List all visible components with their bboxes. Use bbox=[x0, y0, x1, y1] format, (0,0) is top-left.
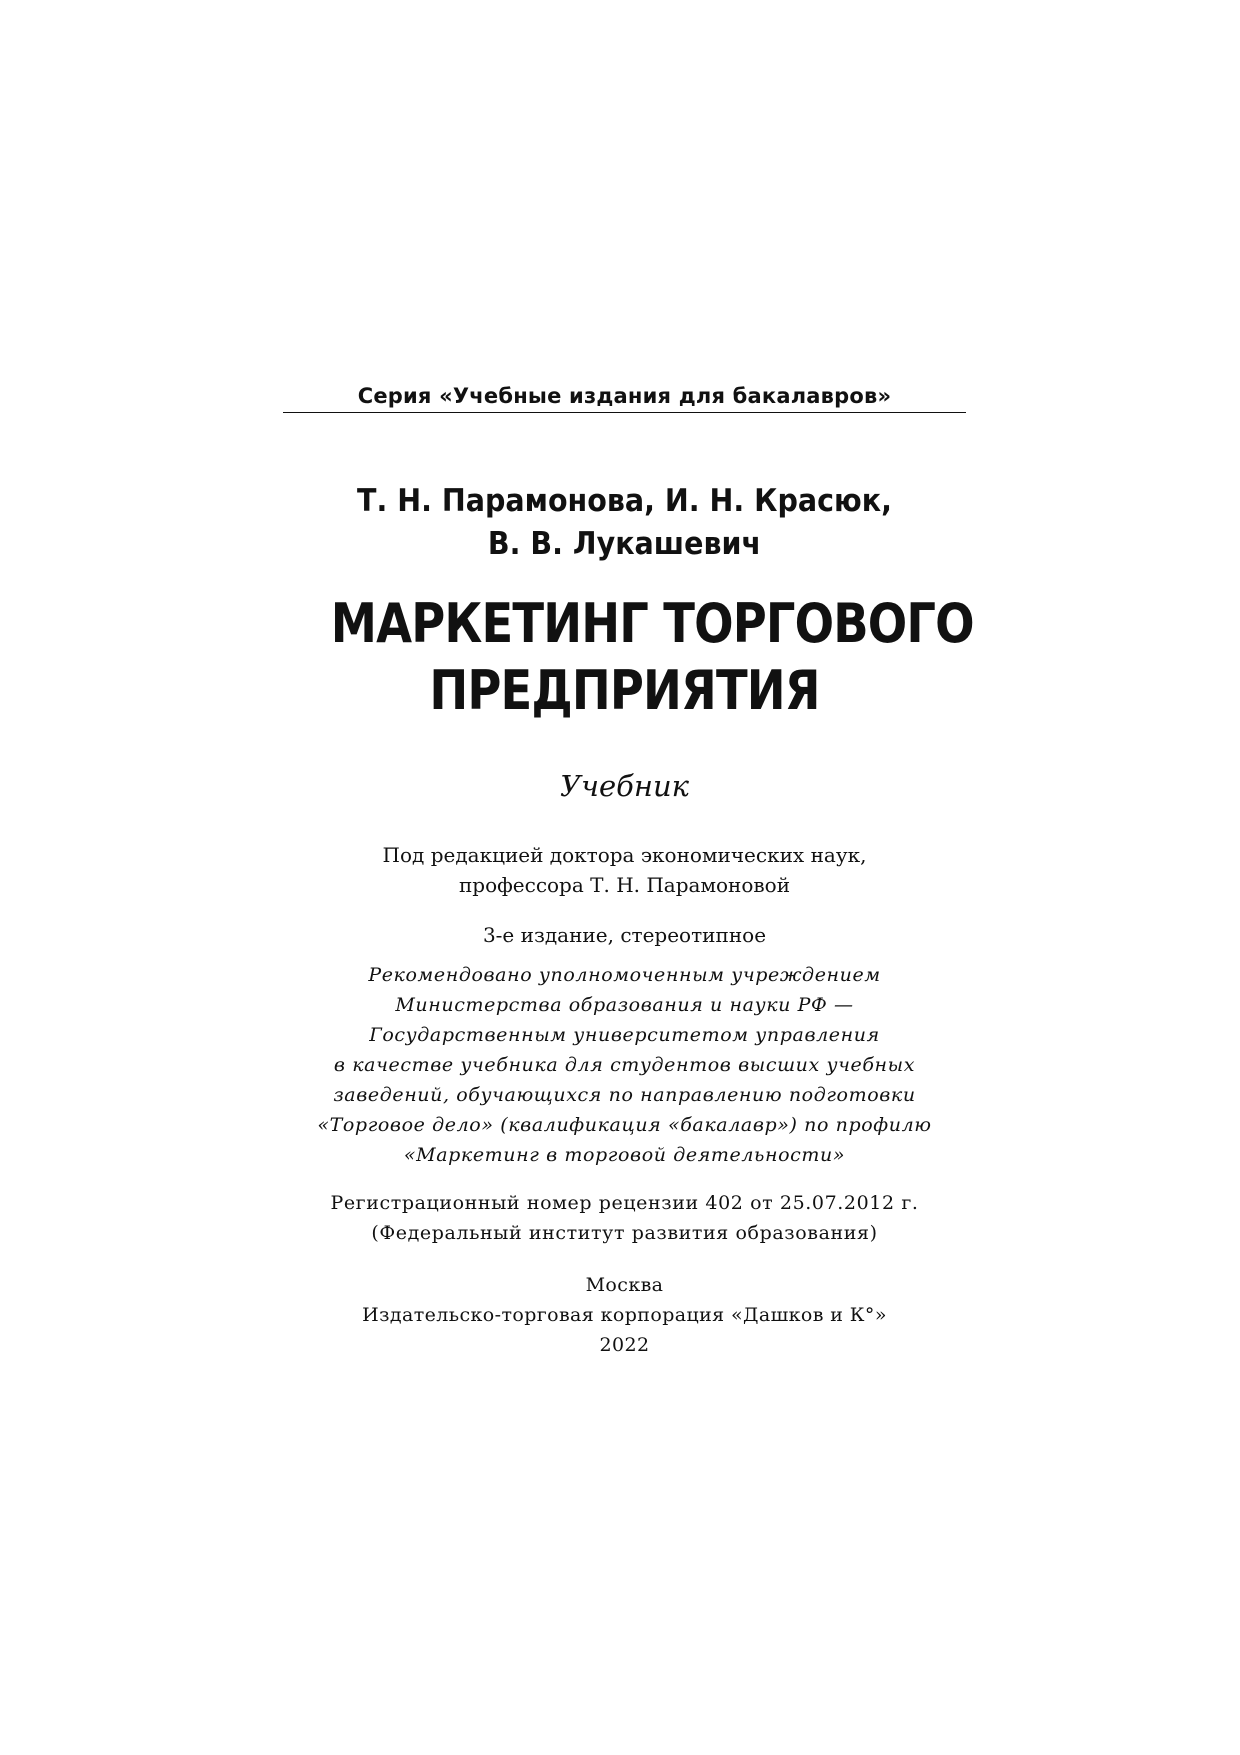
series-divider bbox=[283, 412, 966, 413]
recommendation-line: Министерства образования и науки РФ — bbox=[395, 994, 854, 1016]
registration-line-2: (Федеральный институт развития образования) bbox=[371, 1222, 878, 1244]
editor-line-1: Под редакцией доктора экономических наук, bbox=[382, 843, 867, 867]
editor-line-2: профессора Т. Н. Парамоновой bbox=[458, 873, 791, 897]
imprint-year: 2022 bbox=[599, 1334, 650, 1356]
authors bbox=[310, 480, 938, 566]
authors-line-1: Т. Н. Парамонова, И. Н. Красюк, bbox=[357, 483, 892, 519]
registration-note bbox=[283, 1188, 966, 1248]
registration-line-1: Регистрационный номер рецензии 402 от 25.07.2012 г. bbox=[330, 1192, 919, 1214]
recommendation-line: Государственным университетом управления bbox=[369, 1024, 880, 1046]
recommendation-line: «Маркетинг в торговой деятельности» bbox=[403, 1144, 846, 1166]
edition-note: 3-е издание, стереотипное bbox=[482, 923, 767, 947]
series-name: Серия «Учебные издания для бакалавров» bbox=[357, 384, 892, 408]
recommendation-line: Рекомендовано уполномоченным учреждением bbox=[368, 964, 881, 986]
recommendation-line: заведений, обучающихся по направлению подготовки bbox=[333, 1084, 916, 1106]
recommendation-line: в качестве учебника для студентов высших учебных bbox=[333, 1054, 916, 1076]
book-title-line-1: МАРКЕТИНГ ТОРГОВОГО bbox=[330, 592, 974, 655]
imprint-city: Москва bbox=[585, 1274, 664, 1296]
recommendation-line: «Торговое дело» (квалификация «бакалавр») по профилю bbox=[317, 1114, 932, 1136]
editor-note bbox=[283, 840, 966, 900]
book-title bbox=[330, 590, 974, 724]
recommendation-note bbox=[283, 960, 966, 1170]
imprint bbox=[283, 1270, 966, 1360]
authors-line-2: В. В. Лукашевич bbox=[487, 526, 762, 562]
imprint-publisher: Издательско-торговая корпорация «Дашков и К°» bbox=[362, 1304, 887, 1326]
book-type: Учебник bbox=[560, 769, 689, 803]
book-title-line-2: ПРЕДПРИЯТИЯ bbox=[429, 659, 820, 722]
